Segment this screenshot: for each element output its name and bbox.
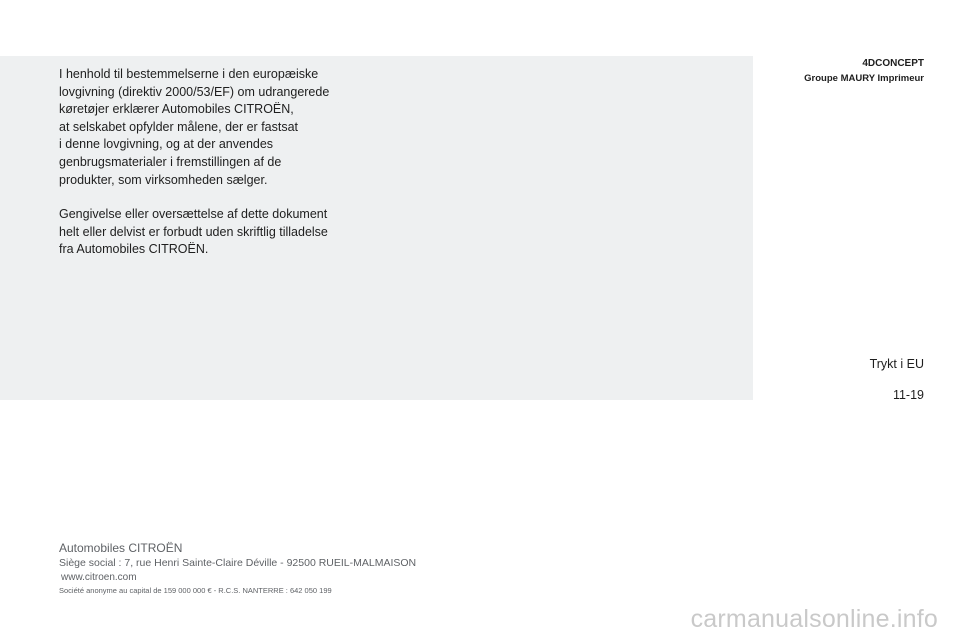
legal-notice xyxy=(59,66,359,259)
company-address: Siège social : 7, rue Henri Sainte-Claire Déville - 92500 RUEIL-MALMAISON xyxy=(59,557,417,569)
company-registry: Société anonyme au capital de 159 000 000 € - R.C.S. NANTERRE : 642 050 199 xyxy=(59,586,332,595)
printer-name: 4DCONCEPT xyxy=(862,58,924,69)
printed-in-label: Trykt i EU xyxy=(869,357,924,371)
printer-group: Groupe MAURY Imprimeur xyxy=(804,73,924,84)
legal-paragraph-eu-directive: I henhold til bestemmelserne i den europæiske lovgivning (direktiv 2000/53/EF) om udrangerede køretøjer erklærer Automobiles CITROËN, at selskabet opfylder målene, der er fastsat i denne lovgivning, og at der anvendes genbrugsmaterialer i fremstillingen af de produkter, som virksomheden sælger. xyxy=(59,67,330,187)
printer-info xyxy=(804,56,924,86)
company-website[interactable]: www.citroen.com xyxy=(61,572,137,583)
watermark: carmanualsonline.info xyxy=(690,605,938,633)
company-name: Automobiles CITROËN xyxy=(59,541,183,555)
page-number: 11-19 xyxy=(892,388,924,402)
company-footer xyxy=(59,541,416,596)
legal-paragraph-reproduction: Gengivelse eller oversættelse af dette dokument helt eller delvist er forbudt uden skriftlig tilladelse fra Automobiles CITROËN. xyxy=(59,207,328,257)
